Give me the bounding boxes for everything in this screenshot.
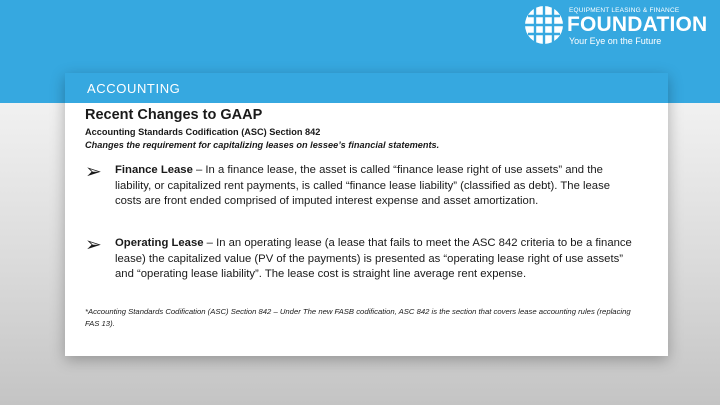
slide-subtitle: Accounting Standards Codification (ASC) Section 842: [85, 127, 321, 137]
brand-tagline: Your Eye on the Future: [569, 36, 662, 46]
bullet-body: – In an operating lease (a lease that fails to meet the ASC 842 criteria to be a finance lease) the capitalized value (PV of the payments) is presented as “operating lease right of use assets” and “operating lease liability”. The lease cost is straight line average rent expense.: [115, 237, 632, 281]
arrow-bullet-icon: ➢: [85, 234, 102, 256]
bullet-text: [115, 163, 635, 210]
bullet-body: – In a finance lease, the asset is called “finance lease right of use assets” and the liability, or capitalized rent payments, is called “finance lease liability” (classified as debt). The lease costs are front ended comprised of imputed interest expense and asset amortization.: [115, 164, 610, 208]
brand-small-text: EQUIPMENT LEASING & FINANCE: [569, 7, 680, 14]
bullet-term: Finance Lease: [115, 164, 193, 176]
slide-title: Recent Changes to GAAP: [85, 107, 263, 123]
arrow-bullet-icon: ➢: [85, 161, 102, 183]
card-header: [65, 73, 668, 103]
section-label: ACCOUNTING: [87, 81, 181, 96]
content-card: [65, 73, 668, 356]
slide-description: Changes the requirement for capitalizing leases on lessee’s financial statements.: [85, 140, 440, 150]
footnote: *Accounting Standards Codification (ASC) Section 842 – Under The new FASB codification, ASC 842 is the section that covers lease accounting rules (replacing FAS 13).: [85, 307, 631, 329]
globe-logo-icon: [524, 5, 564, 45]
brand-name: FOUNDATION: [567, 13, 708, 36]
bullet-term: Operating Lease: [115, 237, 204, 249]
foundation-logo: [524, 5, 714, 47]
bullet-text: [115, 236, 635, 283]
